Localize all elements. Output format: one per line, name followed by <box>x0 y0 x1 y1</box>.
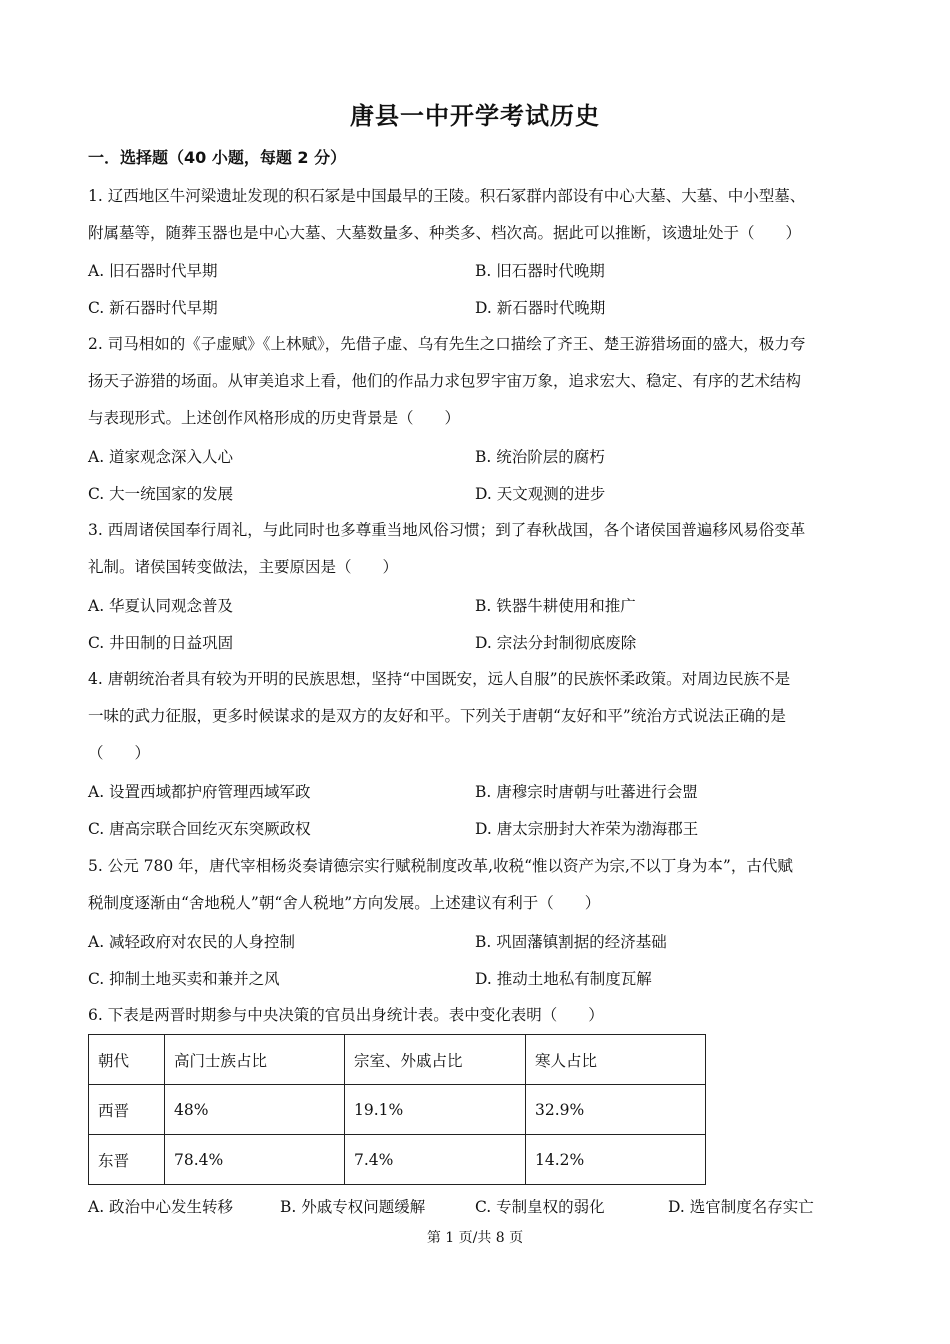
table-cell: 32.9% <box>526 1085 706 1135</box>
question-1-line-2: 附属墓等，随葬玉器也是中心大墓、大墓数量多、种类多、档次高。据此可以推断，该遗址处于（ ） <box>88 224 802 242</box>
question-3-option-d: D. 宗法分封制彻底废除 <box>475 634 637 652</box>
question-2-option-c: C. 大一统国家的发展 <box>88 485 234 503</box>
question-2-option-d: D. 天文观测的进步 <box>475 485 606 503</box>
question-1-option-d: D. 新石器时代晚期 <box>475 299 606 317</box>
question-2-line-3: 与表现形式。上述创作风格形成的历史背景是（ ） <box>88 409 461 427</box>
question-2-line-1: 2. 司马相如的《子虚赋》《上林赋》，先借子虚、乌有先生之口描绘了齐王、楚王游猎场面的盛大，极力夸 <box>88 335 806 353</box>
question-4-option-c: C. 唐高宗联合回纥灭东突厥政权 <box>88 820 311 838</box>
question-3-option-c: C. 井田制的日益巩固 <box>88 634 234 652</box>
question-4-line-3: （ ） <box>88 744 151 762</box>
question-2-option-b: B. 统治阶层的腐朽 <box>475 448 605 466</box>
page-title: 唐县一中开学考试历史 <box>350 102 600 130</box>
table-header-cell: 寒人占比 <box>526 1035 706 1085</box>
question-4-option-d: D. 唐太宗册封大祚荣为渤海郡王 <box>475 820 699 838</box>
table-header-cell: 宗室、外戚占比 <box>345 1035 526 1085</box>
question-6-option-a: A. 政治中心发生转移 <box>88 1198 234 1216</box>
question-3-line-1: 3. 西周诸侯国奉行周礼，与此同时也多尊重当地风俗习惯；到了春秋战国，各个诸侯国普遍移风易俗变革 <box>88 521 806 539</box>
section-heading: 一．选择题（40 小题，每题 2 分） <box>88 148 347 167</box>
table-cell: 西晋 <box>89 1085 165 1135</box>
question-5-line-2: 税制度逐渐由“舍地税人”朝“舍人税地”方向发展。上述建议有利于（ ） <box>88 894 601 912</box>
question-1-option-a: A. 旧石器时代早期 <box>88 262 218 280</box>
page-footer: 第 1 页/共 8 页 <box>426 1230 524 1246</box>
question-1-line-1: 1. 辽西地区牛河梁遗址发现的积石冢是中国最早的王陵。积石冢群内部设有中心大墓、大墓、中小型墓、 <box>88 187 806 205</box>
question-5-option-a: A. 减轻政府对农民的人身控制 <box>88 933 296 951</box>
question-3-option-b: B. 铁器牛耕使用和推广 <box>475 597 636 615</box>
table-cell: 东晋 <box>89 1135 165 1185</box>
question-4-option-a: A. 设置西域都护府管理西域军政 <box>88 783 311 801</box>
question-6-option-c: C. 专制皇权的弱化 <box>475 1198 605 1216</box>
question-4-line-2: 一味的武力征服，更多时候谋求的是双方的友好和平。下列关于唐朝“友好和平”统治方式说法正确的是 <box>88 707 786 725</box>
question-2-line-2: 扬天子游猎的场面。从审美追求上看，他们的作品力求包罗宇宙万象，追求宏大、稳定、有序的艺术结构 <box>88 372 802 390</box>
table-row <box>89 1085 706 1135</box>
table-cell: 48% <box>165 1085 345 1135</box>
question-1-option-c: C. 新石器时代早期 <box>88 299 218 317</box>
question-1-option-b: B. 旧石器时代晚期 <box>475 262 605 280</box>
question-6-line-1: 6. 下表是两晋时期参与中央决策的官员出身统计表。表中变化表明（ ） <box>88 1006 604 1024</box>
question-6-option-d: D. 选官制度名存实亡 <box>668 1198 814 1216</box>
question-2-option-a: A. 道家观念深入人心 <box>88 448 234 466</box>
table-header-cell: 高门士族占比 <box>165 1035 345 1085</box>
table-row <box>89 1135 706 1185</box>
question-3-option-a: A. 华夏认同观念普及 <box>88 597 234 615</box>
question-4-line-1: 4. 唐朝统治者具有较为开明的民族思想，坚持“中国既安，远人自服”的民族怀柔政策。对周边民族不是 <box>88 670 791 688</box>
statistics-table <box>88 1034 706 1185</box>
table-header-cell: 朝代 <box>89 1035 165 1085</box>
table-cell: 78.4% <box>165 1135 345 1185</box>
table-cell: 7.4% <box>345 1135 526 1185</box>
table-cell: 19.1% <box>345 1085 526 1135</box>
table-cell: 14.2% <box>526 1135 706 1185</box>
table-header-row <box>89 1035 706 1085</box>
question-5-option-c: C. 抑制土地买卖和兼并之风 <box>88 970 280 988</box>
question-5-line-1: 5. 公元 780 年，唐代宰相杨炎奏请德宗实行赋税制度改革,收税“惟以资产为宗,不以丁身为本”，古代赋 <box>88 857 793 875</box>
question-5-option-b: B. 巩固藩镇割据的经济基础 <box>475 933 667 951</box>
question-3-line-2: 礼制。诸侯国转变做法，主要原因是（ ） <box>88 558 399 576</box>
question-4-option-b: B. 唐穆宗时唐朝与吐蕃进行会盟 <box>475 783 698 801</box>
question-6-option-b: B. 外戚专权问题缓解 <box>280 1198 426 1216</box>
question-5-option-d: D. 推动土地私有制度瓦解 <box>475 970 652 988</box>
